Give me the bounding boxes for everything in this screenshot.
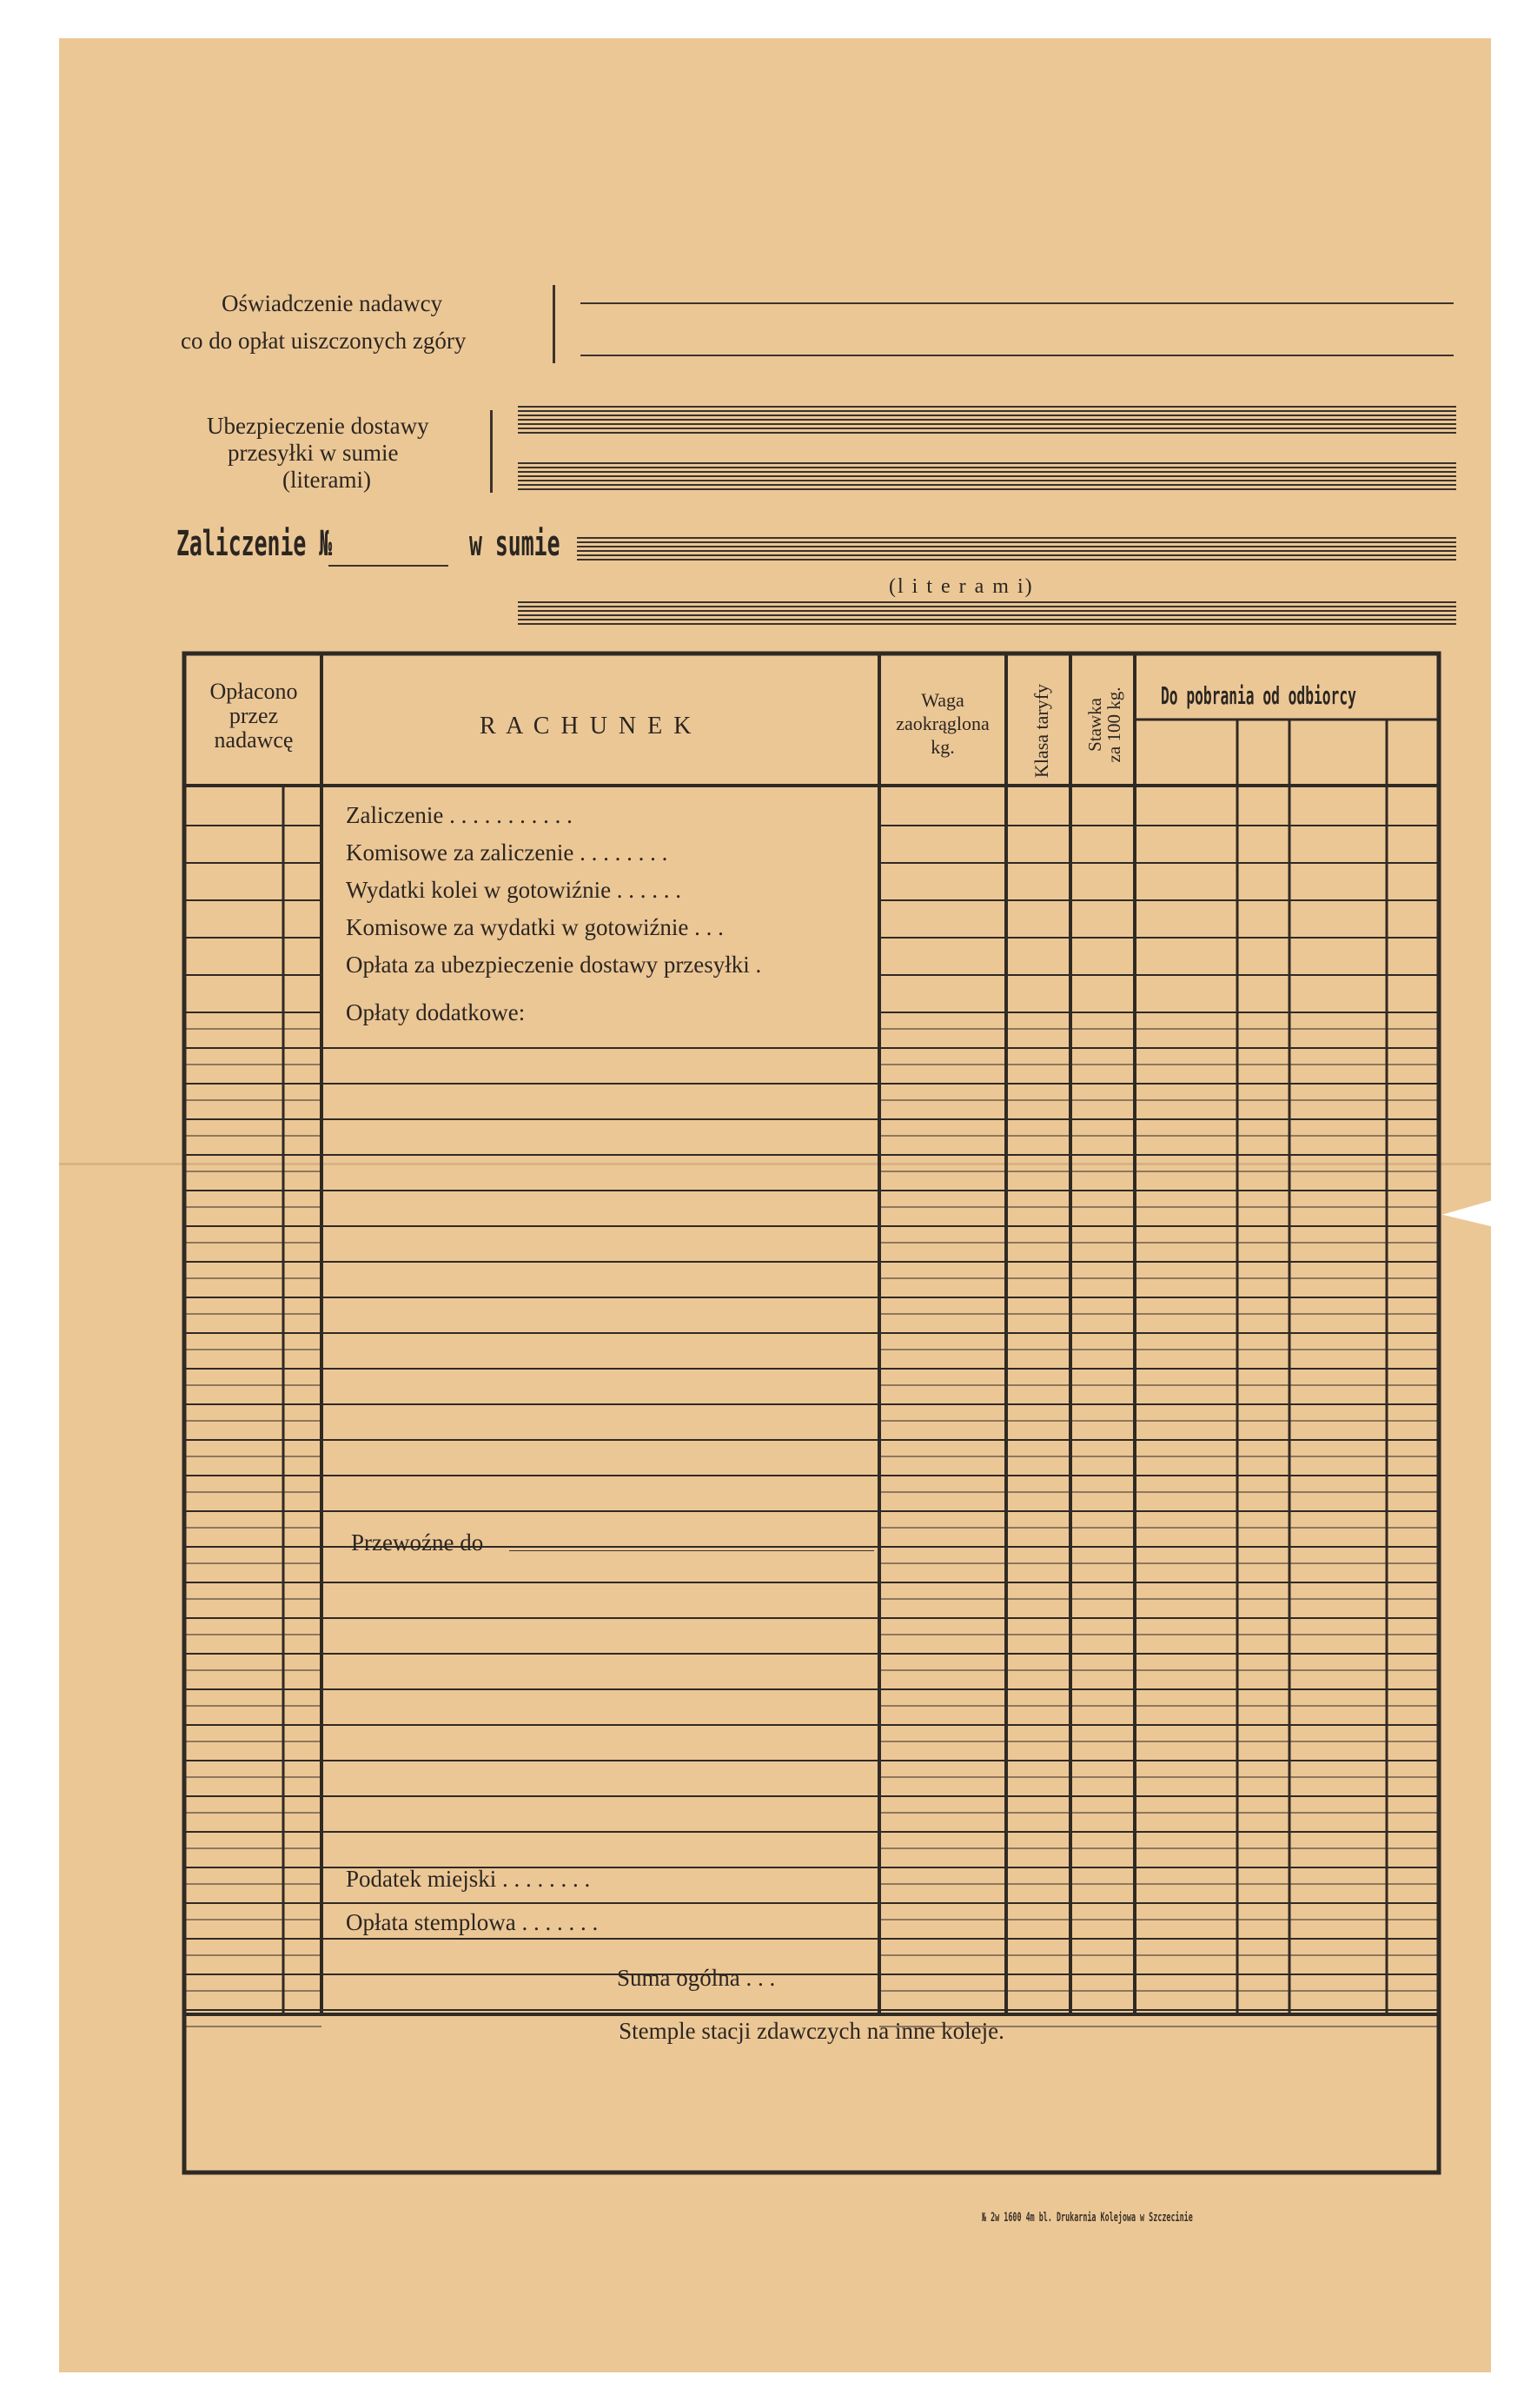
col-tariff-header: Klasa taryfy xyxy=(1030,683,1052,779)
freight-to-line xyxy=(509,1550,874,1551)
col-account-header: R A C H U N E K xyxy=(480,713,694,740)
item-cod: Zaliczenie . . . . . . . . . . . xyxy=(346,802,573,828)
cod-sum-label: w sumie xyxy=(469,524,560,564)
item-cod-commission: Komisowe za zaliczenie . . . . . . . . xyxy=(346,839,668,866)
cod-literami: (l i t e r a m i) xyxy=(889,575,1034,598)
insurance-label-line2: przesyłki w sumie xyxy=(228,440,399,466)
insurance-label-line3: (literami) xyxy=(282,467,371,493)
col-collect-header: Do pobrania od odbiorcy xyxy=(1161,681,1356,710)
col-weight-header: Waga zaokrąglona kg. xyxy=(896,689,990,758)
col-rate-header: Stawka za 100 kg. xyxy=(1084,687,1124,763)
insurance-label-line1: Ubezpieczenie dostawy xyxy=(207,413,429,439)
item-insurance-fee: Opłata za ubezpieczenie dostawy przesyłki . xyxy=(346,952,762,978)
item-stamp-fee: Opłata stemplowa . . . . . . . xyxy=(346,1909,599,1935)
item-railway-expenses: Wydatki kolei w gotowiźnie . . . . . . xyxy=(346,877,682,903)
item-additional-fees: Opłaty dodatkowe: xyxy=(346,999,526,1025)
item-city-tax: Podatek miejski . . . . . . . . xyxy=(346,1866,591,1892)
item-freight-to: Przewoźne do xyxy=(351,1529,484,1556)
item-expense-commission: Komisowe za wydatki w gotowiźnie . . . xyxy=(346,914,724,940)
declaration-label-line1: Oświadczenie nadawcy xyxy=(222,290,443,316)
col-paid-header: Opłacono przez nadawcę xyxy=(209,679,298,753)
item-total: Suma ogólna . . . xyxy=(617,1965,776,1991)
declaration-label-line2: co do opłat uiszczonych zgóry xyxy=(181,328,467,354)
printer-imprint: № 2w 1600 4m bl. Drukarnia Kolejowa w Szczecinie xyxy=(982,2211,1193,2225)
stamps-section-label: Stemple stacji zdawczych na inne koleje. xyxy=(619,2018,1004,2044)
cod-label: Zaliczenie № xyxy=(176,524,333,564)
